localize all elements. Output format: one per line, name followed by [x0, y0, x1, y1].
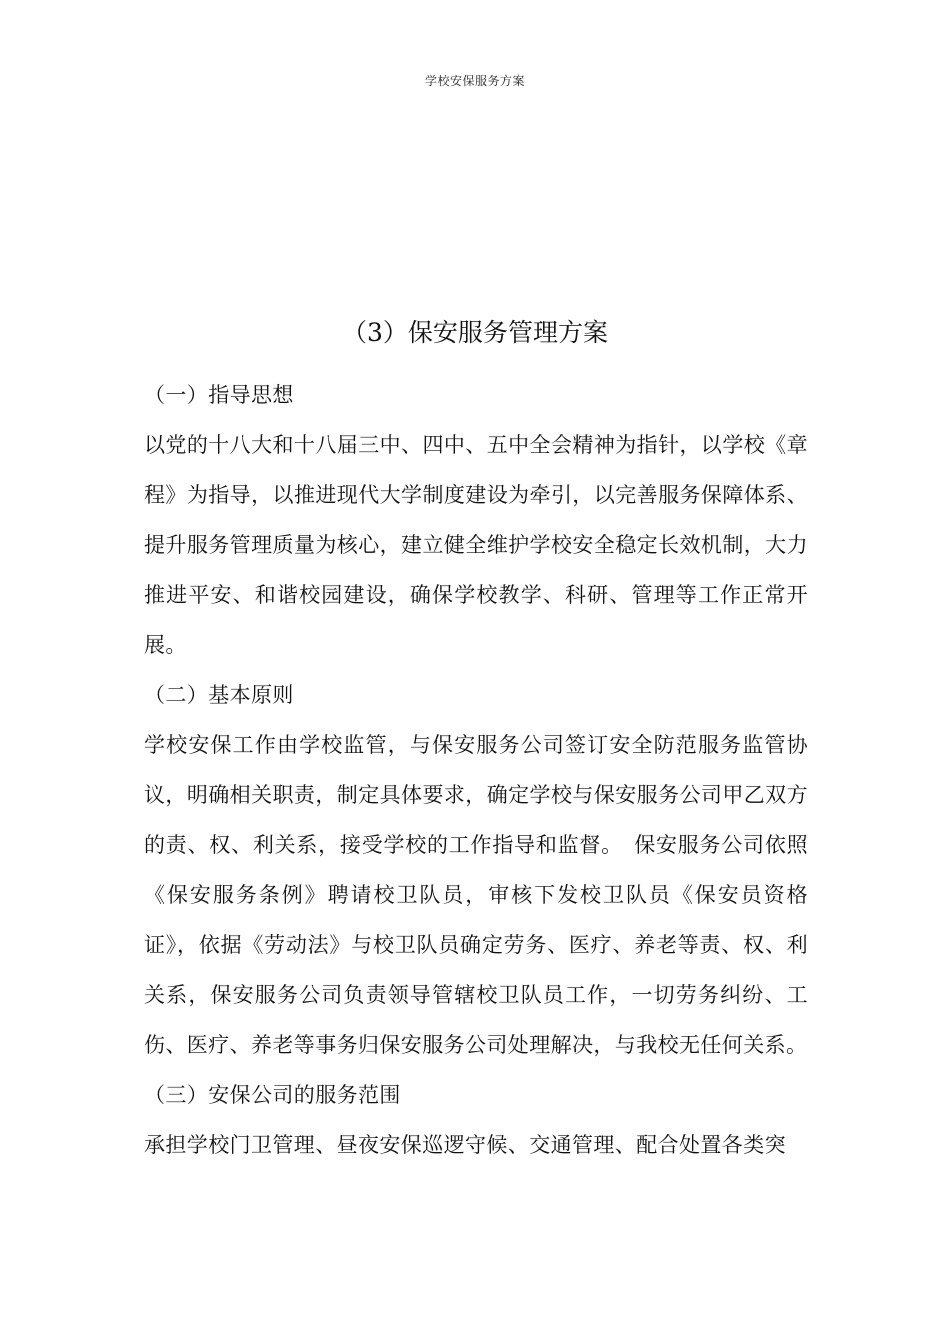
section-heading: （三）安保公司的服务范围 — [144, 1083, 401, 1107]
section-heading: （二）基本原则 — [144, 683, 294, 707]
section-guiding-principle — [144, 370, 808, 670]
running-header: 学校安保服务方案 — [424, 74, 525, 88]
section-basic-principles — [144, 670, 808, 1070]
section-paragraph: 承担学校门卫管理、昼夜安保巡逻守候、交通管理、配合处置各类突 — [144, 1133, 786, 1157]
section-paragraph: 学校安保工作由学校监管，与保安服务公司签订安全防范服务监管协议，明确相关职责，制定具体要求，确定学校与保安服务公司甲乙双方的责、权、利关系，接受学校的工作指导和监督。 保安服务公司依照《保安服务条例》聘请校卫队员，审核下发校卫队员《保安员资格证》，依据《劳动法》与校卫队员确定劳务、医疗、养老等责、权、利关系，保安服务公司负责领导管辖校卫队员工作，一切劳务纠纷、工伤、医疗、养老等事务归保安服务公司处理解决，与我校无任何关系。 — [144, 733, 808, 1057]
section-paragraph: 以党的十八大和十八届三中、四中、五中全会精神为指针，以学校《章程》为指导，以推进现代大学制度建设为牵引，以完善服务保障体系、提升服务管理质量为核心，建立健全维护学校安全稳定长效机制，大力推进平安、和谐校园建设，确保学校教学、科研、管理等工作正常开展。 — [144, 433, 808, 657]
document-body — [144, 370, 808, 1170]
section-heading: （一）指导思想 — [144, 383, 294, 407]
section-service-scope — [144, 1070, 808, 1170]
document-title: （3）保安服务管理方案 — [342, 318, 608, 347]
